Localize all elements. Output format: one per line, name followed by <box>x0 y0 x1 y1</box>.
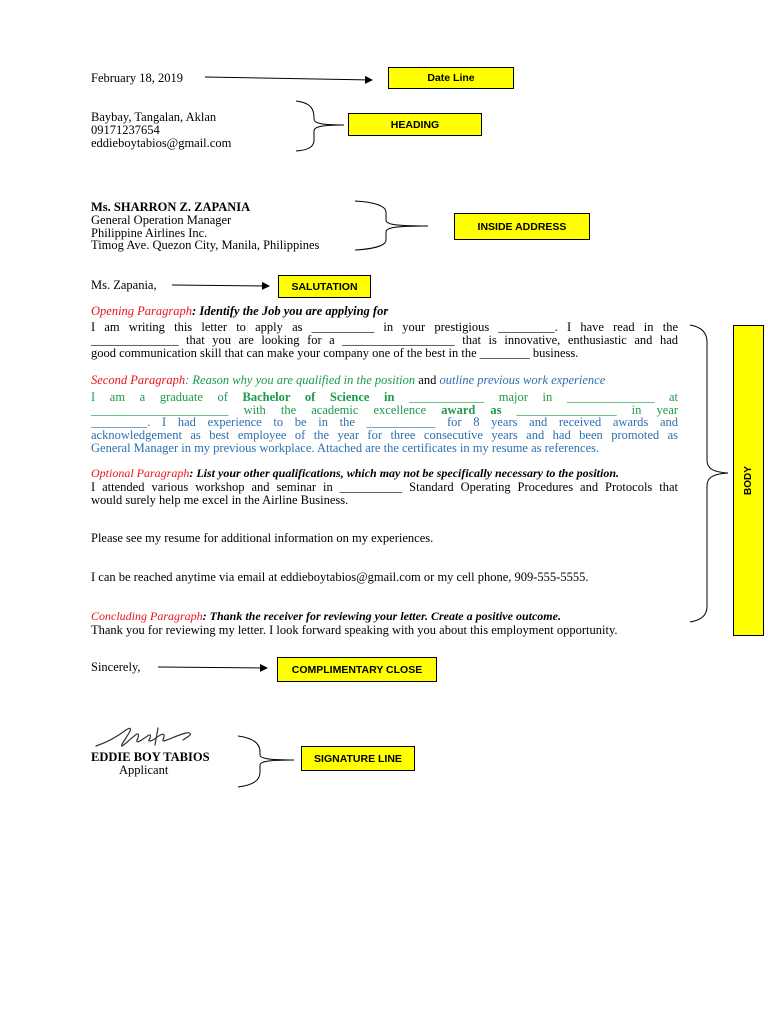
signature-brace <box>238 736 294 787</box>
resume-line: Please see my resume for additional information on my experiences. <box>91 531 434 545</box>
signature-scribble <box>96 728 190 746</box>
second-l2-b: ________________ in year <box>501 403 678 417</box>
second-line-3: _________. I had experience to be in the ___________ for 8 years and received awards and <box>91 415 678 429</box>
sender-email: eddieboytabios@gmail.com <box>91 136 232 150</box>
signature-name: EDDIE BOY TABIOS <box>91 750 210 764</box>
second-l1-bold: Bachelor of Science in <box>242 390 395 404</box>
signature-line-label: SIGNATURE LINE <box>301 746 415 771</box>
salutation-label: SALUTATION <box>278 275 371 298</box>
inside-address-brace <box>355 201 428 250</box>
opening-instruction: : Identify the Job you are applying for <box>192 304 389 318</box>
optional-line-2: would surely help me excel in the Airline Business. <box>91 493 349 507</box>
concluding-line-1: Thank you for reviewing my letter. I look forward speaking with you about this employment opportunity. <box>91 623 618 637</box>
sender-phone: 09171237654 <box>91 123 160 137</box>
concluding-instruction: : Thank the receiver for reviewing your letter. Create a positive outcome. <box>202 609 561 623</box>
inside-address-label: INSIDE ADDRESS <box>454 213 590 240</box>
second-line-5: General Manager in my previous workplace. Attached are the certificates in my resume as references. <box>91 441 600 455</box>
optional-label: Optional Paragraph <box>91 466 190 480</box>
opening-line-2: ______________ that you are looking for a __________________ that is innovative, enthusiastic and had <box>91 333 678 347</box>
recipient-company: Philippine Airlines Inc. <box>91 226 208 240</box>
optional-instruction: : List your other qualifications, which may not be specifically necessary to the position. <box>189 466 620 480</box>
salutation: Ms. Zapania, <box>91 278 157 292</box>
second-l2-a: ______________________ with the academic excellence <box>91 403 442 417</box>
signature-role: Applicant <box>119 763 169 777</box>
heading-label: HEADING <box>348 113 482 136</box>
second-line-4: acknowledgement as best employee of the year for three consecutive years and had been promoted as <box>91 428 678 442</box>
second-l1-a: I am a graduate of <box>91 390 243 404</box>
heading-brace <box>296 101 344 151</box>
date-line-label: Date Line <box>388 67 514 89</box>
recipient-street: Timog Ave. Quezon City, Manila, Philippines <box>91 238 320 252</box>
optional-line-1: I attended various workshop and seminar in __________ Standard Operating Procedures and Protocols that <box>91 480 678 494</box>
complimentary-close: Sincerely, <box>91 660 141 674</box>
opening-line-3: good communication skill that can make your company one of the best in the ________ business. <box>91 346 579 360</box>
complimentary-close-label: COMPLIMENTARY CLOSE <box>277 657 437 682</box>
second-instruction-and: and <box>415 373 440 387</box>
recipient-name: Ms. SHARRON Z. ZAPANIA <box>91 200 251 214</box>
body-label-text: BODY <box>743 466 754 495</box>
body-brace <box>690 325 728 622</box>
second-l1-b: ____________ major in ______________ at <box>394 390 678 404</box>
second-label: Second Paragraph <box>91 373 186 387</box>
opening-label: Opening Paragraph <box>91 304 193 318</box>
recipient-title: General Operation Manager <box>91 213 232 227</box>
second-l2-bold: award as <box>441 403 502 417</box>
sender-address: Baybay, Tangalan, Aklan <box>91 110 217 124</box>
concluding-label: Concluding Paragraph <box>91 609 203 623</box>
contact-line: I can be reached anytime via email at eddieboytabios@gmail.com or my cell phone, 909-555-5555. <box>91 570 589 584</box>
opening-line-1: I am writing this letter to apply as __________ in your prestigious _________. I have read in the <box>91 320 678 334</box>
complimentary-close-arrow <box>158 667 267 668</box>
date-line: February 18, 2019 <box>91 71 183 85</box>
second-instruction-b: outline previous work experience <box>439 373 606 387</box>
salutation-arrow <box>172 285 269 286</box>
second-instruction-a: : Reason why you are qualified in the position <box>185 373 416 387</box>
date-line-arrow <box>205 77 372 80</box>
